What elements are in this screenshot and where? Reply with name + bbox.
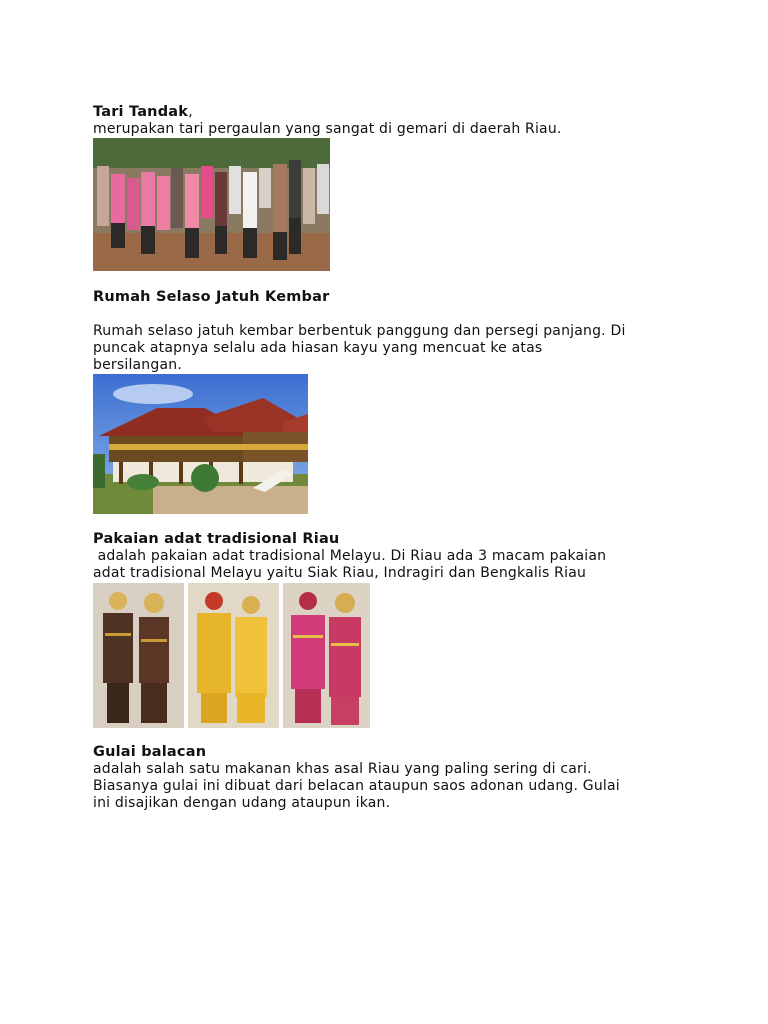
section-body-rumah-selaso-line-2: puncak atapnya selalu ada hiasan kayu yang mencuat ke atas xyxy=(93,340,543,356)
section-heading-tari-tandak: Tari Tandak, xyxy=(93,104,193,120)
section-body-rumah-selaso-line-3: bersilangan. xyxy=(93,357,182,373)
section-heading-gulai-balacan: Gulai balacan xyxy=(93,744,207,760)
document-page xyxy=(93,104,683,812)
section-heading-pakaian-adat: Pakaian adat tradisional Riau xyxy=(93,531,340,547)
section-body-gulai-balacan-line-3: ini disajikan dengan udang ataupun ikan. xyxy=(93,795,391,811)
section-body-pakaian-adat-line-1: adalah pakaian adat tradisional Melayu. Di Riau ada 3 macam pakaian xyxy=(93,548,607,564)
tari-tandak-photo xyxy=(93,138,330,271)
section-body-gulai-balacan-line-2: Biasanya gulai ini dibuat dari belacan ataupun saos adonan udang. Gulai xyxy=(93,778,620,794)
pakaian-adat-photo xyxy=(93,583,370,728)
rumah-selaso-photo xyxy=(93,374,308,514)
section-body-rumah-selaso-line-1: Rumah selaso jatuh kembar berbentuk panggung dan persegi panjang. Di xyxy=(93,323,626,339)
section-heading-rumah-selaso: Rumah Selaso Jatuh Kembar xyxy=(93,289,330,305)
section-body-gulai-balacan-line-1: adalah salah satu makanan khas asal Riau yang paling sering di cari. xyxy=(93,761,592,777)
section-body-pakaian-adat-line-2: adat tradisional Melayu yaitu Siak Riau, Indragiri dan Bengkalis Riau xyxy=(93,565,587,581)
section-body-tari-tandak: merupakan tari pergaulan yang sangat di gemari di daerah Riau. xyxy=(93,121,562,137)
